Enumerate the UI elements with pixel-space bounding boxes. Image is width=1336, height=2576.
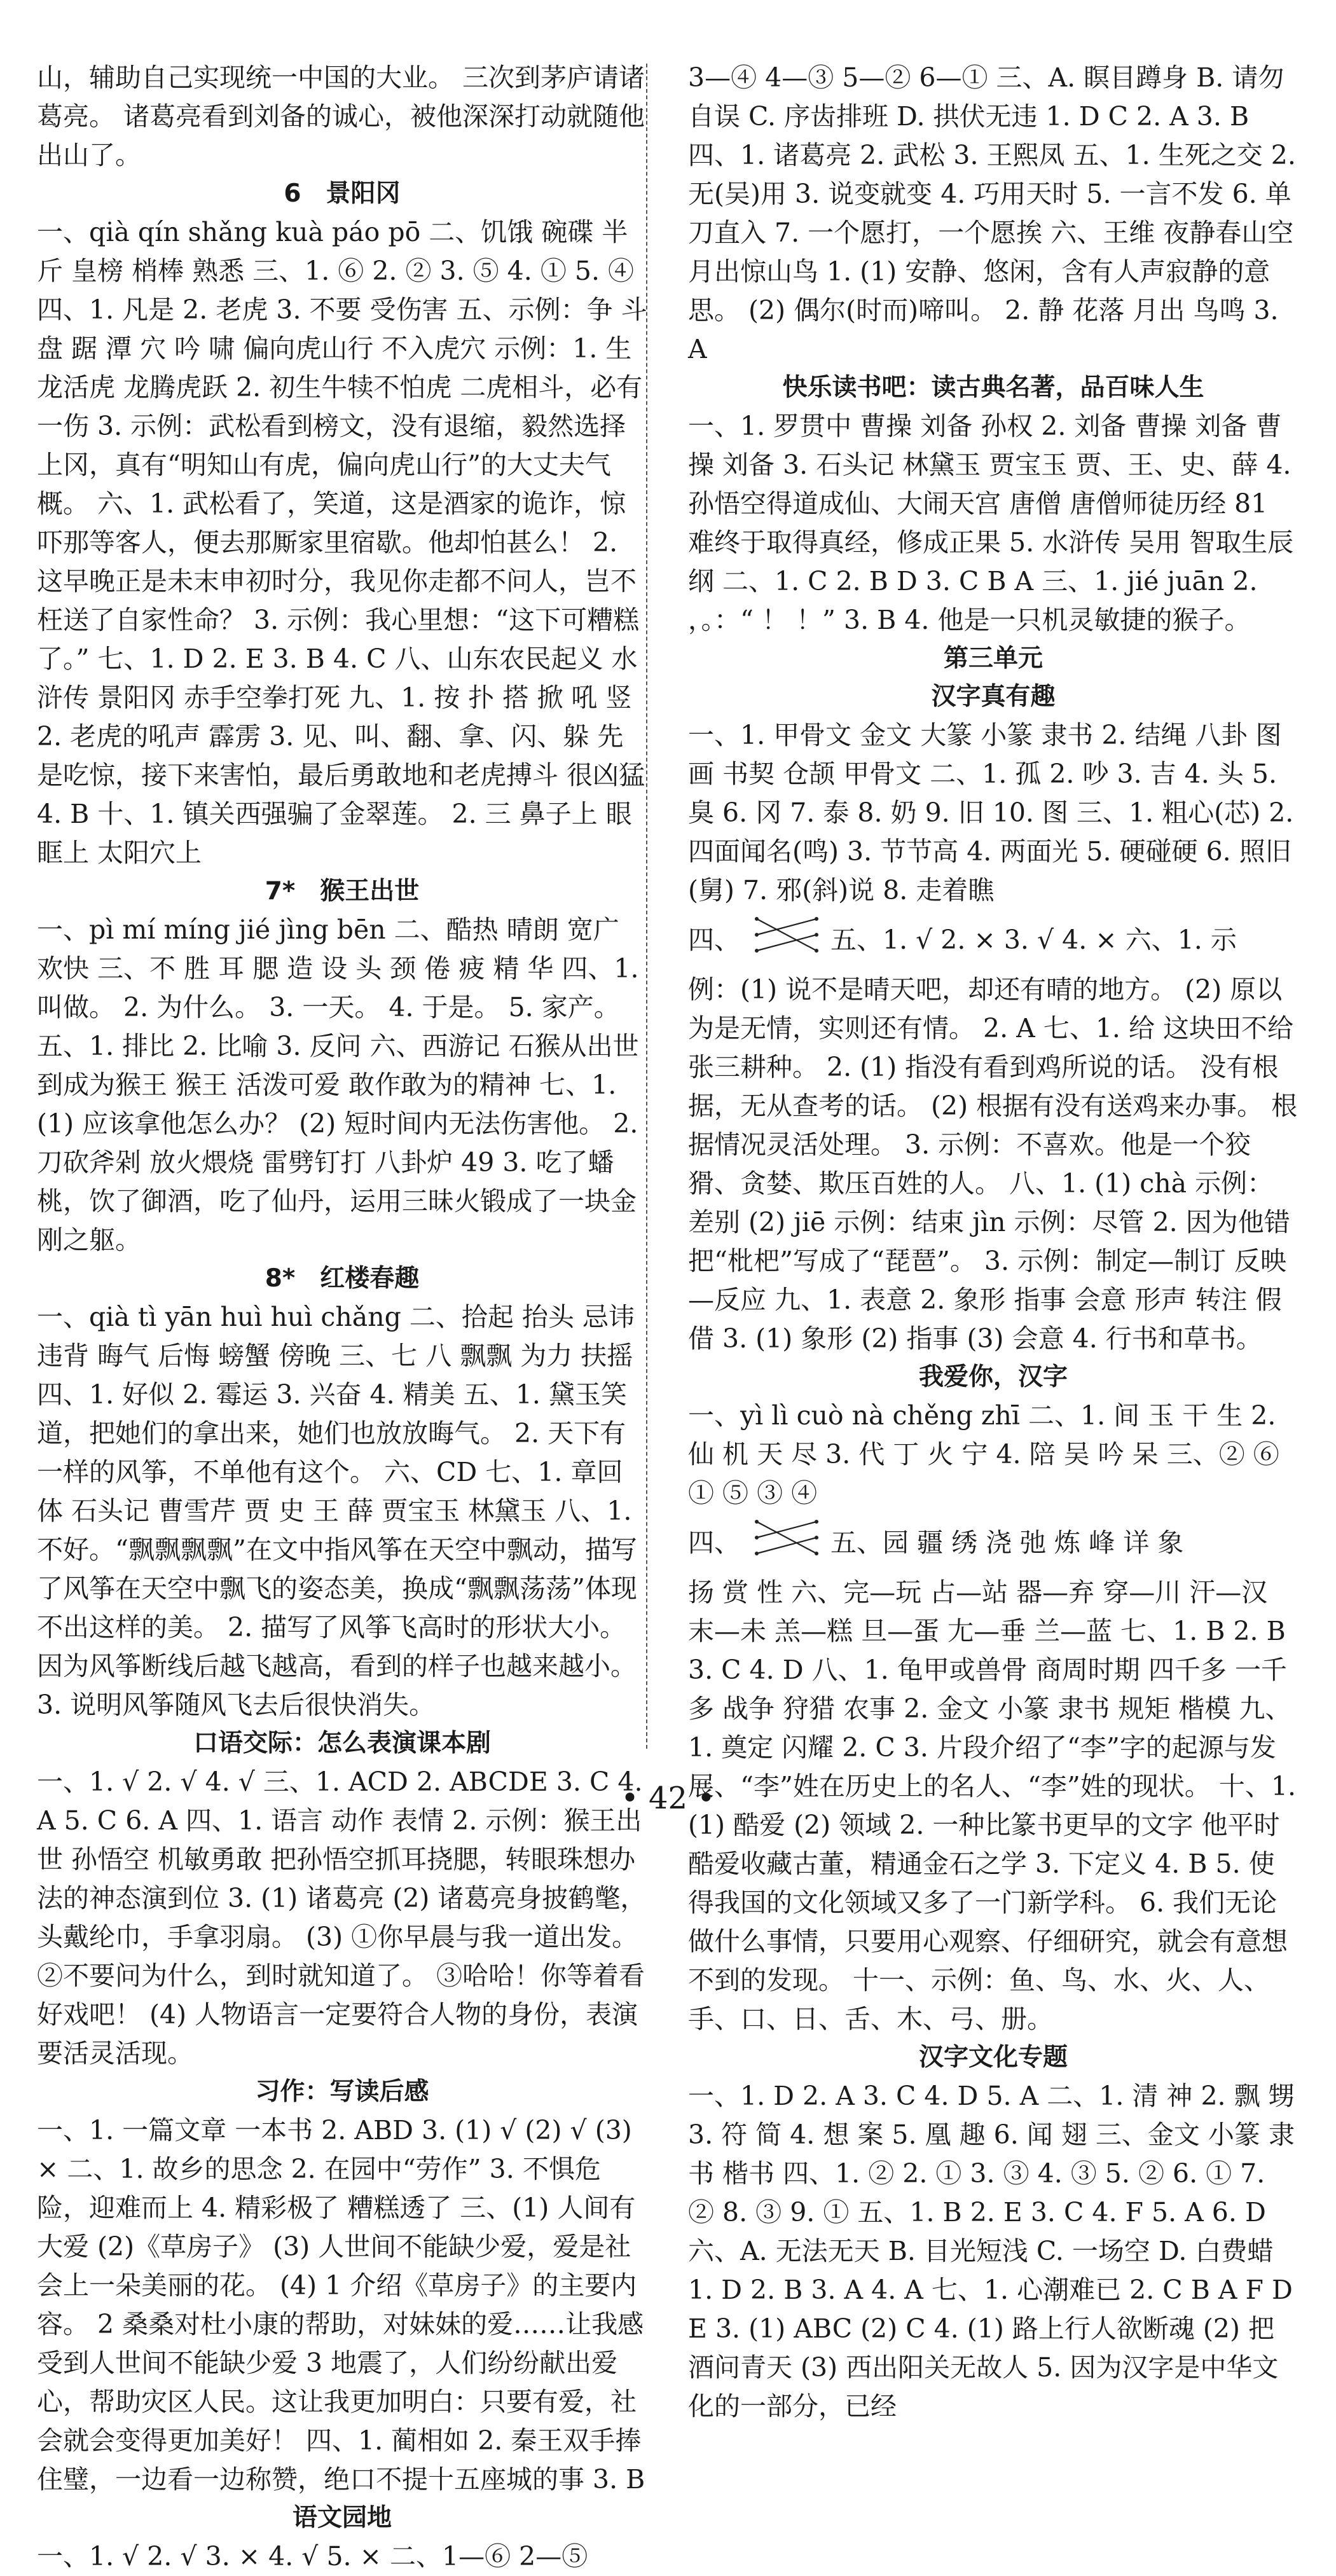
section-title: 8* 红楼春趣 bbox=[265, 1264, 420, 1293]
matching-line-2 bbox=[757, 919, 816, 935]
matching-dot bbox=[815, 949, 818, 953]
matching-dot bbox=[755, 1520, 759, 1524]
answer-paragraph: 例：(1) 说不是晴天吧，却还有晴的地方。 (2) 原以为是无情，实则还有情。 2. A 七、1. 给 这块田不给张三耕种。 2. (1) 指没有看到鸡所说的话。 没有根据，无从查考的话。 (2) 根据有没有送鸡来办事。 根据情况灵活处理。 3. 示例：不喜欢。他是一个狡猾、贪婪、欺压百姓的人。 八、1. (1) chà 示例：差别 (2) jiē 示例：结束 jìn 示例：尽管 2. 因为他错把“枇杷”写成了“琵琶”。 3. 示例：制定—制订 反映—反应 九、1. 表意 2. 象形 指事 会意 形声 转注 假借 3. (1) 象形 (2) 指事 (3) 会意 4. 行书和草书。 bbox=[688, 974, 1298, 1354]
answer-paragraph: 一、pì mí míng jié jìng bēn 二、酷热 晴朗 宽广 欢快 三、不 胜 耳 腮 造 设 头 颈 倦 疲 精 华 四、1. 叫做。 2. 为什么。 3. 一天。 4. 于是。 5. 家产。 五、1. 排比 2. 比喻 3. 反问 六、西游记 石猴从出世到成为猴王 猴王 活泼可爱 敢作敢为的精神 七、1. (1) 应该拿他怎么办？ (2) 短时间内无法伤害他。 2. 刀砍斧剁 放火煨烧 雷劈钉打 八卦炉 49 3. 吃了蟠桃，饮了御酒，吃了仙丹，运用三昧火锻成了一块金刚之躯。 bbox=[37, 914, 639, 1255]
matching-line-3 bbox=[757, 1538, 816, 1553]
matching-line-3 bbox=[757, 935, 816, 951]
matching-line-2 bbox=[757, 1522, 816, 1538]
answer-paragraph: 一、1. 甲骨文 金文 大篆 小篆 隶书 2. 结绳 八卦 图画 书契 仓颉 甲骨文 二、1. 孤 2. 吵 3. 吉 4. 头 5. 臭 6. 冈 7. 泰 8. 奶 9. 旧 10. 图 三、1. 粗心(芯) 2. 四面闻名(鸣) 3. 节节高 4. 两面光 5. 硬碰硬 6. 照旧(舅) 7. 邪(斜)说 8. 走着瞧 bbox=[688, 720, 1294, 906]
section-title: 第三单元 bbox=[943, 644, 1043, 673]
matching-dot bbox=[815, 1536, 818, 1539]
matching-lines-diagram bbox=[752, 914, 822, 956]
matching-line-1 bbox=[757, 1522, 816, 1553]
matching-dot bbox=[755, 1536, 759, 1539]
matching-answer-row bbox=[688, 914, 1298, 967]
matching-dot bbox=[755, 933, 759, 937]
matching-dot bbox=[815, 1520, 818, 1524]
column-divider bbox=[646, 64, 647, 1749]
section-title: 我爱你，汉字 bbox=[918, 1363, 1068, 1391]
section-title: 快乐读书吧：读古典名著，品百味人生 bbox=[782, 373, 1204, 402]
right-column bbox=[688, 59, 1298, 2426]
question-label: 四、 bbox=[688, 1527, 740, 1558]
left-column bbox=[37, 59, 647, 2576]
answer-paragraph: 一、1. 一篇文章 一本书 2. ABD 3. (1) √ (2) √ (3) × 二、1. 故乡的思念 2. 在园中“劳作” 3. 不惧危险，迎难而上 4. 精彩极了 糟糕透了 三、(1) 人间有大爱 (2)《草房子》 (3) 人世间不能缺少爱，爱是社会上一朵美丽的花。 (4) 1 介绍《草房子》的主要内容。 2 桑桑对杜小康的帮助，对妹妹的爱……让我感受到人世间不能缺少爱 3 地震了，人们纷纷献出爱心，帮助灾区人民。这让我更加明白：只要有爱，社会就会变得更加美好！ 四、1. 蔺相如 2. 秦王双手捧住璧，一边看一边称赞，绝口不提十五座城的事 3. B bbox=[37, 2115, 645, 2495]
matching-answer-row bbox=[688, 1517, 1298, 1569]
answer-text: 五、1. √ 2. × 3. √ 4. × 六、1. 示 bbox=[830, 925, 1237, 955]
answer-paragraph: 一、yì lì cuò nà chěng zhī 二、1. 间 玉 干 生 2. 仙 机 天 尽 3. 代 丁 火 宁 4. 陪 吴 吟 呆 三、② ⑥ ① ⑤ ③ ④ bbox=[688, 1400, 1279, 1508]
matching-lines-diagram bbox=[752, 1517, 822, 1559]
matching-dot bbox=[755, 917, 759, 921]
matching-dot bbox=[815, 1552, 818, 1555]
matching-dot bbox=[755, 949, 759, 953]
answer-paragraph: 一、1. √ 2. √ 3. × 4. √ 5. × 二、1—⑥ 2—⑤ bbox=[37, 2541, 588, 2572]
answer-paragraph: 一、1. √ 2. √ 4. √ 三、1. ACD 2. ABCDE 3. C 4. A 5. C 6. A 四、1. 语言 动作 表情 2. 示例：猴王出世 孙悟空 机敏勇敢 把孙悟空抓耳挠腮，转眼珠想办法的神态演到位 3. (1) 诸葛亮 (2) 诸葛亮身披鹤氅，头戴纶巾，手拿羽扇。 (3) ①你早晨与我一道出发。 ②不要问为什么，到时就知道了。 ③哈哈！你等着看好戏吧！ (4) 人物语言一定要符合人物的身份，表演要活灵活现。 bbox=[37, 1767, 647, 2069]
answer-paragraph: 3—④ 4—③ 5—② 6—① 三、A. 瞑目蹲身 B. 请勿自误 C. 序齿排班 D. 拱伏无违 1. D C 2. A 3. B 四、1. 诸葛亮 2. 武松 3. 王熙凤 五、1. 生死之交 2. 无(吴)用 3. 说变就变 4. 巧用天时 5. 一言不发 6. 单刀直入 7. 一个愿打，一个愿挨 六、王维 夜静春山空 月出惊山鸟 1. (1) 安静、悠闲，含有人声寂静的意思。 (2) 偶尔(时而)啼叫。 2. 静 花落 月出 鸟鸣 3. A bbox=[688, 62, 1296, 364]
answer-paragraph: 一、1. 罗贯中 曹操 刘备 孙权 2. 刘备 曹操 刘备 曹操 刘备 3. 石头记 林黛玉 贾宝玉 贾、王、史、薛 4. 孙悟空得道成仙、大闹天宫 唐僧 唐僧师徒历经 81 难终于取得真经，修成正果 5. 水浒传 吴用 智取生辰纲 二、1. C 2. B D 3. C B A 三、1. jié juān 2. ，。：“ ！ ！” 3. B 4. 他是一只机灵敏捷的猴子。 bbox=[688, 411, 1294, 635]
matching-line-1 bbox=[757, 919, 816, 951]
section-title: 习作：写读后感 bbox=[255, 2077, 429, 2106]
answer-paragraph: 一、qià tì yān huì huì chǎng 二、拾起 抬头 忌讳 违背 晦气 后悔 螃蟹 傍晚 三、七 八 飘飘 为力 扶摇 四、1. 好似 2. 霉运 3. 兴奋 4. 精美 五、1. 黛玉笑道，把她们的拿出来，她们也放放晦气。 2. 天下有一样的风筝，不单他有这个。 六、CD 七、1. 章回体 石头记 曹雪芹 贾 史 王 薛 贾宝玉 林黛玉 八、1. 不好。“飘飘飘飘”在文中指风筝在天空中飘动，描写了风筝在天空中飘飞的姿态美，换成“飘飘荡荡”体现不出这样的美。 2. 描写了风筝飞高时的形状大小。因为风筝断线后越飞越高，看到的样子也越来越小。 3. 说明风筝随风飞去后很快消失。 bbox=[37, 1302, 637, 1720]
matching-dot bbox=[815, 933, 818, 937]
question-label: 四、 bbox=[688, 925, 740, 955]
answer-paragraph: 山，辅助自己实现统一中国的大业。 三次到茅庐请诸葛亮。 诸葛亮看到刘备的诚心，被他深深打动就随他出山了。 bbox=[37, 62, 645, 170]
section-title: 口语交际：怎么表演课本剧 bbox=[193, 1729, 491, 1758]
page-number: • 42 • bbox=[621, 1780, 715, 1816]
answer-paragraph: 一、1. D 2. A 3. C 4. D 5. A 二、1. 清 神 2. 飘 甥 3. 符 简 4. 想 案 5. 凰 趣 6. 闻 翅 三、金文 小篆 隶书 楷书 四、1. ② 2. ① 3. ③ 4. ③ 5. ② 6. ① 7. ② 8. ③ 9. ① 五、1. B 2. E 3. C 4. F 5. A 6. D 六、A. 无法无天 B. 目光短浅 C. 一场空 D. 白费蜡 1. D 2. B 3. A 4. A 七、1. 心潮难已 2. C B A F D E 3. (1) ABC (2) C 4. (1) 路上行人欲断魂 (2) 把酒问青天 (3) 西出阳关无故人 5. 因为汉字是中华文化的一部分，已经 bbox=[688, 2081, 1295, 2421]
answer-text: 五、园 疆 绣 浇 弛 炼 峰 详 象 bbox=[830, 1527, 1184, 1558]
section-title: 6 景阳冈 bbox=[284, 179, 401, 208]
section-title: 7* 猴王出世 bbox=[265, 877, 420, 906]
answer-paragraph: 一、qià qín shǎng kuà páo pō 二、饥饿 碗碟 半斤 皇榜 梢棒 熟悉 三、1. ⑥ 2. ② 3. ⑤ 4. ① 5. ④ 四、1. 凡是 2. 老虎 3. 不要 受伤害 五、示例：争 斗 盘 踞 潭 穴 吟 啸 偏向虎山行 不入虎穴 示例：1. 生龙活虎 龙腾虎跃 2. 初生牛犊不怕虎 二虎相斗，必有一伤 3. 示例：武松看到榜文，没有退缩，毅然选择上冈，真有“明知山有虎，偏向虎山行”的大丈夫气概。 六、1. 武松看了，笑道，这是酒家的诡诈，惊吓那等客人，便去那厮家里宿歇。他却怕甚么！ 2. 这早晚正是未末申初时分，我见你走都不问人，岂不枉送了自家性命？ 3. 示例：我心里想：“这下可糟糕了。” 七、1. D 2. E 3. B 4. C 八、山东农民起义 水浒传 景阳冈 赤手空拳打死 九、1. 按 扑 搭 掀 吼 竖 2. 老虎的吼声 霹雳 3. 见、叫、翻、拿、闪、躲 先是吃惊，接下来害怕，最后勇敢地和老虎搏斗 很凶猛 4. B 十、1. 镇关西强骗了金翠莲。 2. 三 鼻子上 眼眶上 太阳穴上 bbox=[37, 217, 647, 868]
section-title: 语文园地 bbox=[292, 2504, 392, 2532]
answer-paragraph: 扬 赏 性 六、完—玩 占—站 器—弃 穿—川 汗—汉 末—未 羔—糕 旦—蛋 尢—垂 兰—蓝 七、1. B 2. B 3. C 4. D 八、1. 龟甲或兽骨 商周时期 四千多 一千多 战争 狩猎 农事 2. 金文 小篆 隶书 规矩 楷模 九、1. 奠定 闪耀 2. C 3. 片段介绍了“李”字的起源与发展、“李”姓在历史上的名人、“李”姓的现状。 十、1. (1) 酷爱 (2) 领域 2. 一种比篆书更早的文字 他平时酷爱收藏古董，精通金石之学 3. 下定义 4. B 5. 使得我国的文化领域又多了一门新学科。 6. 我们无论做什么事情，只要用心观察、仔细研究，就会有意想不到的发现。 十一、示例：鱼、鸟、水、火、人、手、口、日、舌、木、弓、册。 bbox=[688, 1577, 1296, 2034]
matching-dot bbox=[755, 1552, 759, 1555]
matching-dot bbox=[815, 917, 818, 921]
section-title: 汉字真有趣 bbox=[931, 682, 1056, 711]
section-title: 汉字文化专题 bbox=[918, 2043, 1068, 2072]
